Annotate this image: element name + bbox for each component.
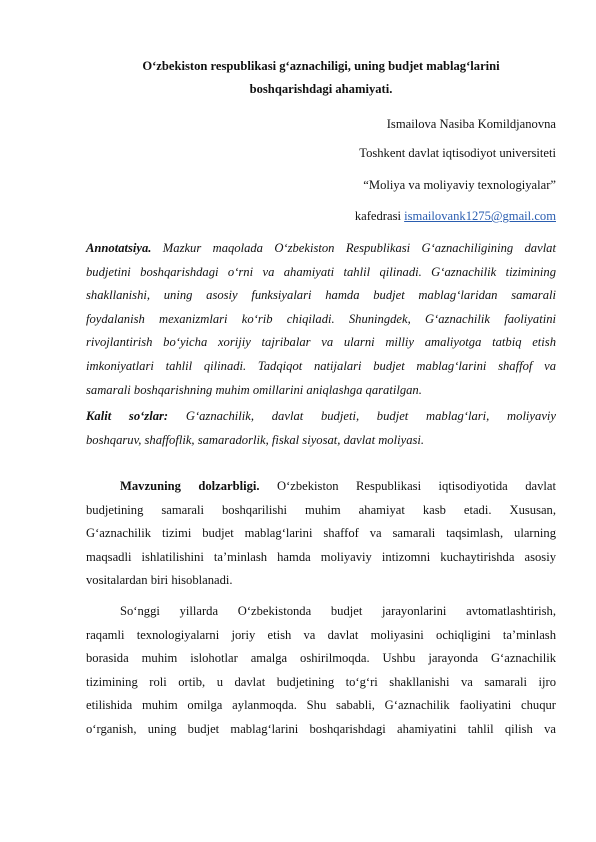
relevance-label: Mavzuning dolzarbligi. — [120, 479, 260, 493]
title-line-1: O‘zbekiston respublikasi g‘aznachiligi, uning budjet mablag‘larini — [142, 59, 500, 73]
abstract-line: shakllanishi, uning asosiy funksiyalari hamda budjet mablag‘laridan samarali — [86, 288, 556, 303]
body-line: etilishida muhim omilga aylanmoqda. Shu sababli, G‘aznachilik faoliyatini chuqur — [86, 698, 556, 713]
keywords-line: G‘aznachilik, davlat budjeti, budjet mablag‘lari, moliyaviy — [185, 409, 557, 423]
abstract-line: Mazkur maqolada O‘zbekiston Respublikasi G‘aznachiligining davlat — [162, 241, 556, 255]
paper-title — [86, 55, 556, 101]
abstract — [86, 237, 556, 402]
body-line: G‘aznachilik tizimi budjet mablag‘larini shaffof va samarali taqsimlash, ularning — [86, 526, 556, 541]
keywords-label: Kalit so‘zlar: — [86, 409, 169, 423]
keywords-line: boshqaruv, shaffoflik, samaradorlik, fiskal siyosat, davlat moliyasi. — [86, 432, 425, 447]
body-line: O‘zbekiston Respublikasi iqtisodiyotida davlat — [277, 479, 556, 493]
body-line: budjetining samarali boshqarilishi muhim ahamiyat kasb etadi. Xususan, — [86, 502, 556, 517]
abstract-line: foydalanish mexanizmlari ko‘rib chiqiladi. Shuningdek, G‘aznachilik faoliyatini — [86, 311, 556, 326]
body-line: maqsadli ishlatilishini ta’minlash hamda moliyaviy intizomni kuchaytirishda asosiy — [86, 549, 556, 564]
abstract-line: samarali boshqarishning muhim omillarini aniqlashga qaratilgan. — [86, 382, 422, 397]
author-university: Toshkent davlat iqtisodiyot universiteti — [359, 146, 556, 160]
author-name: Ismailova Nasiba Komildjanovna — [386, 117, 556, 131]
body-paragraph-2 — [86, 600, 556, 742]
body-line: vositalardan biri hisoblanadi. — [86, 573, 233, 588]
body-line: tizimining roli ortib, u davlat budjetining to‘g‘ri shakllanishi va samarali ijro — [86, 674, 556, 689]
abstract-label: Annotatsiya. — [86, 241, 152, 255]
abstract-line: imkoniyatlari tahlil qilinadi. Tadqiqot natijalari budjet mablag‘larini shaffof va — [86, 358, 556, 373]
keywords — [86, 405, 556, 452]
author-department: “Moliya va moliyaviy texnologiyalar” — [363, 178, 556, 192]
email-link[interactable]: ismailovank1275@gmail.com — [404, 209, 556, 223]
body-line: borasida muhim islohotlar amalga oshirilmoqda. Ushbu jarayonda G‘aznachilik — [86, 651, 556, 666]
body-line: So‘nggi yillarda O‘zbekistonda budjet jarayonlarini avtomatlashtirish, — [120, 604, 556, 618]
author-email-line — [355, 208, 556, 224]
title-line-2: boshqarishdagi ahamiyati. — [249, 82, 393, 96]
body-line: raqamli texnologiyalarni joriy etish va davlat moliyasini ochiqligini ta’minlash — [86, 627, 556, 642]
abstract-line: rivojlantirish bo‘yicha xorijiy tajribalar va ularni milliy amaliyotga tatbiq etish — [86, 335, 556, 350]
relevance-paragraph — [86, 475, 556, 593]
abstract-line: budjetini boshqarishdagi o‘rni va ahamiyati tahlil qilinadi. G‘aznachilik tizimining — [86, 264, 556, 279]
body-line: o‘rganish, uning budjet mablag‘larini boshqarishdagi ahamiyatini tahlil qilish va — [86, 721, 556, 736]
department-label: kafedrasi — [354, 209, 401, 223]
